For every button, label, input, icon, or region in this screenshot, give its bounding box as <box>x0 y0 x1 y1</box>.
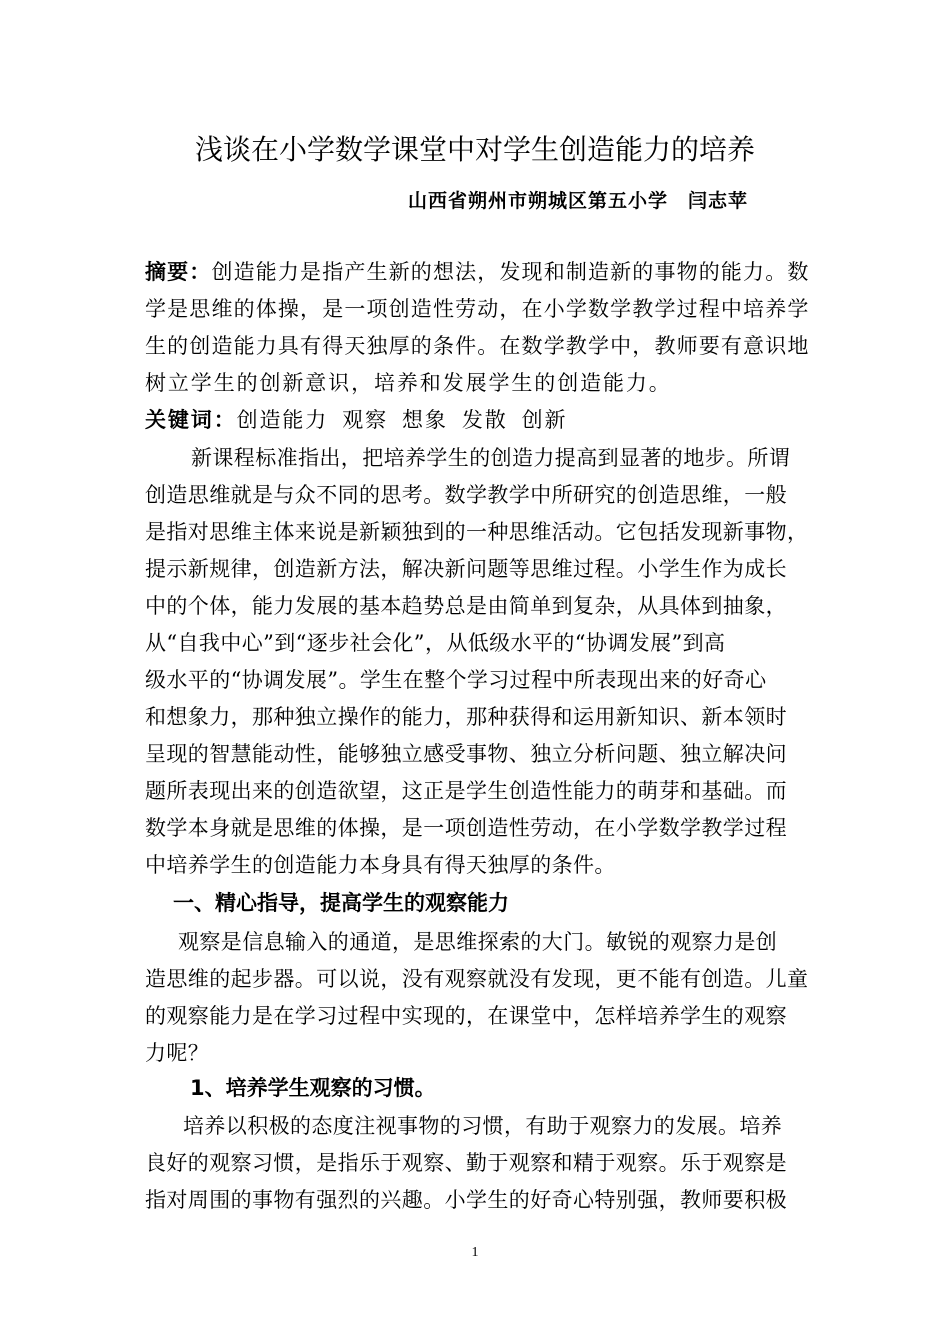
keyword: 创新 <box>521 408 568 432</box>
section-heading: 一、精心指导，提高学生的观察能力 <box>173 891 509 915</box>
paragraph-line: 中的个体，能力发展的基本趋势总是由简单到复杂，从具体到抽象， <box>145 594 787 618</box>
paragraph-line: 呈现的智慧能动性，能够独立感受事物、独立分析问题、独立解决问 <box>145 742 787 766</box>
abstract-line: 生的创造能力具有得天独厚的条件。在数学教学中，教师要有意识地 <box>145 334 810 358</box>
paragraph-line: 是指对思维主体来说是新颖独到的一种思维活动。它包括发现新事物， <box>145 520 809 544</box>
keyword: 想象 <box>402 408 448 432</box>
paragraph-line: 和想象力，那种独立操作的能力，那种获得和运用新知识、新本领时 <box>145 705 787 729</box>
abstract-line: 树立学生的创新意识，培养和发展学生的创造能力。 <box>145 371 672 395</box>
document-title: 浅谈在小学数学课堂中对学生创造能力的培养 <box>194 133 755 166</box>
subsection1-paragraph <box>145 1108 810 1219</box>
author-line <box>408 186 748 216</box>
abstract-block <box>145 254 810 439</box>
paragraph-line: 的观察能力是在学习过程中实现的，在课堂中，怎样培养学生的观察 <box>145 1004 787 1028</box>
paragraph-line: 中培养学生的创造能力本身具有得天独厚的条件。 <box>145 853 616 877</box>
paragraph-line: 数学本身就是思维的体操，是一项创造性劳动，在小学数学教学过程 <box>145 816 787 840</box>
paragraph-line: 级水平的“协调发展”。学生在整个学习过程中所表现出来的好奇心 <box>145 668 767 692</box>
abstract-line: 学是思维的体操，是一项创造性劳动，在小学数学教学过程中培养学 <box>145 297 810 321</box>
paragraph-line: 从“自我中心”到“逐步社会化”，从低级水平的“协调发展”到高 <box>145 631 726 655</box>
subsection-heading: 1、培养学生观察的习惯。 <box>190 1076 436 1100</box>
paragraph-line: 良好的观察习惯，是指乐于观察、勤于观察和精于观察。乐于观察是 <box>145 1151 787 1175</box>
paragraph-line: 提示新规律，创造新方法，解决新问题等思维过程。小学生作为成长 <box>145 557 787 581</box>
paragraph-line: 题所表现出来的创造欲望，这正是学生创造性能力的萌芽和基础。而 <box>145 779 787 803</box>
paragraph-line: 力呢？ <box>145 1041 210 1065</box>
paragraph-line: 创造思维就是与众不同的思考。数学教学中所研究的创造思维，一般 <box>145 483 787 507</box>
paragraph-line: 指对周围的事物有强烈的兴趣。小学生的好奇心特别强，教师要积极 <box>145 1188 787 1212</box>
paragraph-line: 造思维的起步器。可以说，没有观察就没有发现，更不能有创造。儿童 <box>145 967 809 991</box>
keywords-line <box>145 402 810 439</box>
paragraph-line: 新课程标准指出，把培养学生的创造力提高到显著的地步。所谓 <box>191 446 791 470</box>
abstract-label: 摘要： <box>145 260 212 284</box>
abstract-line: 摘要：创造能力是指产生新的想法，发现和制造新的事物的能力。数 <box>145 260 810 284</box>
keyword: 观察 <box>342 408 389 432</box>
page-number: 1 <box>471 1245 479 1260</box>
paragraph-line: 培养以积极的态度注视事物的习惯，有助于观察力的发展。培养 <box>183 1114 783 1138</box>
intro-paragraph <box>145 440 810 884</box>
author-organization: 山西省朔州市朔城区第五小学 <box>408 190 669 212</box>
keyword: 发散 <box>461 408 508 432</box>
author-name: 闫志苹 <box>688 190 749 212</box>
keyword: 创造能力 <box>236 408 329 432</box>
keywords-label: 关键词： <box>145 408 237 432</box>
paragraph-line: 观察是信息输入的通道，是思维探索的大门。敏锐的观察力是创 <box>178 930 778 954</box>
section1-paragraph <box>145 924 810 1072</box>
